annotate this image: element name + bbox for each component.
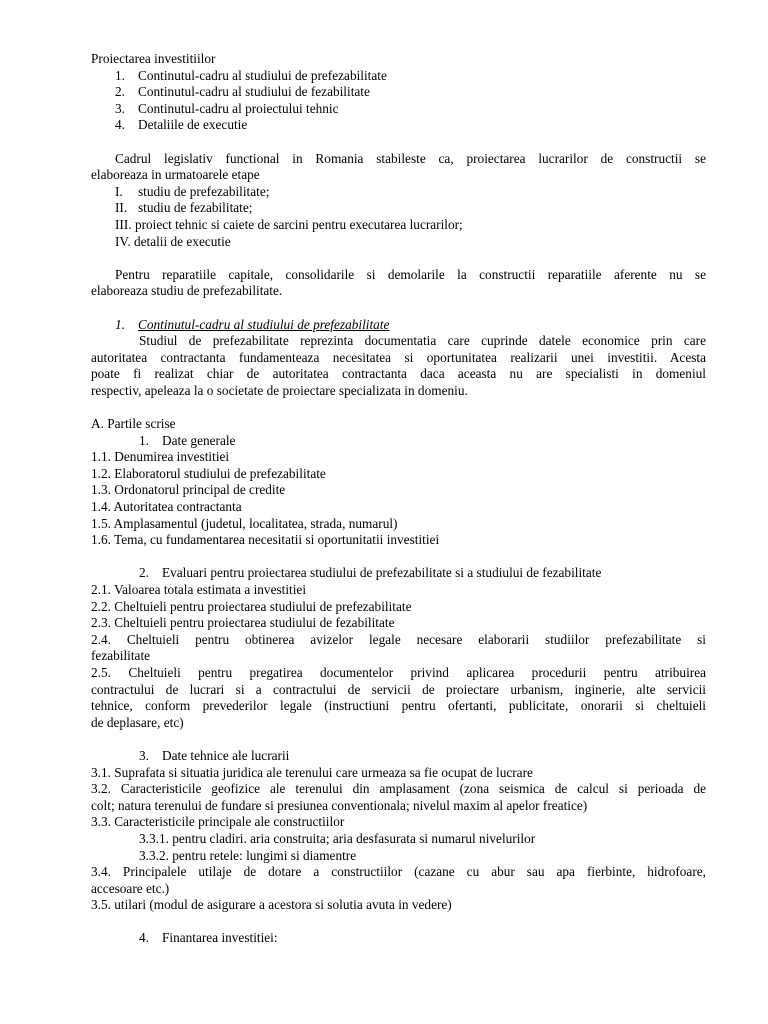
stage-item: IV. detalii de executie (115, 233, 231, 249)
toc-item: 3. Continutul-cadru al proiectului tehnic (115, 100, 339, 116)
list-item: 3.3.1. pentru cladiri. aria construita; aria desfasurata si numarul nivelurilor (139, 830, 536, 846)
list-item: 3.2. Caracteristicile geofizice ale terenului din amplasament (zona seismica de calcul si perioada de (91, 781, 706, 797)
list-item: 2.4. Cheltuieli pentru obtinerea avizelor legale necesare elaborarii studiilor prefezabilitate si (91, 631, 706, 647)
document-title: Proiectarea investitiilor (91, 51, 216, 66)
group-heading: 4. Finantarea investitiei: (139, 930, 278, 946)
toc-item: 2. Continutul-cadru al studiului de fezabilitate (115, 84, 370, 100)
group-heading: 2. Evaluari pentru proiectarea studiului de prefezabilitate si a studiului de fezabilitate (139, 565, 602, 581)
paragraph-legal-framework: Cadrul legislativ functional in Romania stabileste ca, proiectarea lucrarilor de constructii se elaboreaza in urmatoarele etape (91, 150, 706, 183)
section-intro: Studiul de prefezabilitate reprezinta documentatia care cuprinde datele economice prin care autoritatea contractanta fundamenteaza necesitatea si oportunitatea realizarii unei investitii. Acesta poate fi realizat chiar de autoritatea contractanta daca aceasta nu are specialisti in domeniul respectiv, apeleaza la o societate de proiectare specializata in domeniu. (91, 333, 706, 398)
list-item: 3.4. Principalele utilaje de dotare a constructiilor (cazane cu abur sau apa fierbinte, hidrofoare, (91, 864, 706, 880)
list-item: 3.1. Suprafata si situatia juridica ale terenului care urmeaza sa fie ocupat de lucrare (91, 764, 533, 780)
stage-item: II. studiu de fezabilitate; (115, 200, 253, 216)
section-heading: 1. Continutul-cadru al studiului de prefezabilitate (115, 316, 390, 332)
list-item: 2.5. Cheltuieli pentru pregatirea documentelor privind aplicarea procedurii pentru atribuirea (91, 664, 706, 680)
part-heading: A. Partile scrise (91, 416, 176, 432)
list-item: 3.3. Caracteristicile principale ale constructiilor (91, 814, 345, 830)
list-item: 2.1. Valoarea totala estimata a investitiei (91, 582, 307, 597)
paragraph-capital-repairs: Pentru reparatiile capitale, consolidarile si demolarile la constructii reparatiile aferente nu se elaboreaza studiu de prefezabilitate. (91, 266, 706, 299)
list-item: 3.5. utilari (modul de asigurare a acestora si solutia avuta in vedere) (91, 897, 452, 913)
toc-item: 4. Detaliile de executie (115, 117, 248, 133)
stage-item: I. studiu de prefezabilitate; (115, 183, 270, 199)
list-item: 2.3. Cheltuieli pentru proiectarea studiului de fezabilitate (91, 615, 395, 631)
list-item: 1.5. Amplasamentul (judetul, localitatea, strada, numarul) (91, 515, 398, 531)
group-heading: 1. Date generale (139, 432, 236, 448)
toc-list (91, 68, 706, 134)
technical-data-list: 3.1. Suprafata si situatia juridica ale terenului care urmeaza sa fie ocupat de lucrare 3.2. Caracteristicile geofizice ale terenului din amplasament (zona seismica de calcul si perioada de colt; natura terenului de fundare si presiunea conventionala; nivelul maxim al apelor freatice) 3.3. Caracteristicile principale ale constructiilor 3.3.1. pentru cladiri. aria construita; aria desfasurata si numarul nivelurilor 3.3.2. pentru retele: lungimi si diamentre 3.4. Principalele utilaje de dotare a constructiilor (cazane cu abur sau apa fierbinte, hidrofoare, accesoare etc.) 3.5. utilari (modul de asigurare a acestora si solutia avuta in vedere) (91, 764, 706, 913)
list-item: 1.1. Denumirea investitiei (91, 449, 230, 465)
list-item: 2.2. Cheltuieli pentru proiectarea studiului de prefezabilitate (91, 598, 412, 614)
list-item: 1.4. Autoritatea contractanta (91, 499, 242, 515)
group-heading: 3. Date tehnice ale lucrarii (139, 747, 290, 763)
list-item: 1.6. Tema, cu fundamentarea necesitatii si oportunitatii investitiei (91, 532, 440, 548)
stage-item: III. proiect tehnic si caiete de sarcini pentru executarea lucrarilor; (115, 216, 463, 232)
list-item: 1.2. Elaboratorul studiului de prefezabilitate (91, 465, 326, 481)
stages-list (91, 184, 706, 250)
evaluation-list: 2.1. Valoarea totala estimata a investitiei 2.2. Cheltuieli pentru proiectarea studiului de prefezabilitate 2.3. Cheltuieli pentru proiectarea studiului de fezabilitate 2.4. Cheltuieli pentru obtinerea avizelor legale necesare elaborarii studiilor prefezabilitate si fezabilitate 2.5. Cheltuieli pentru pregatirea documentelor privind aplicarea procedurii pentru atribuirea contractului de lucrari si a contractului de servicii de proiectare urbanism, inginerie, alte servicii tehnice, conform prevederilor legale (instructiuni pentru ofertanti, publicitate, onorarii si cheltuieli de deplasare, etc) (91, 582, 706, 730)
list-item: 3.3.2. pentru retele: lungimi si diamentre (139, 847, 357, 863)
list-item: 1.3. Ordonatorul principal de credite (91, 482, 286, 498)
toc-item: 1. Continutul-cadru al studiului de prefezabilitate (115, 67, 387, 83)
general-data-list (91, 449, 706, 549)
